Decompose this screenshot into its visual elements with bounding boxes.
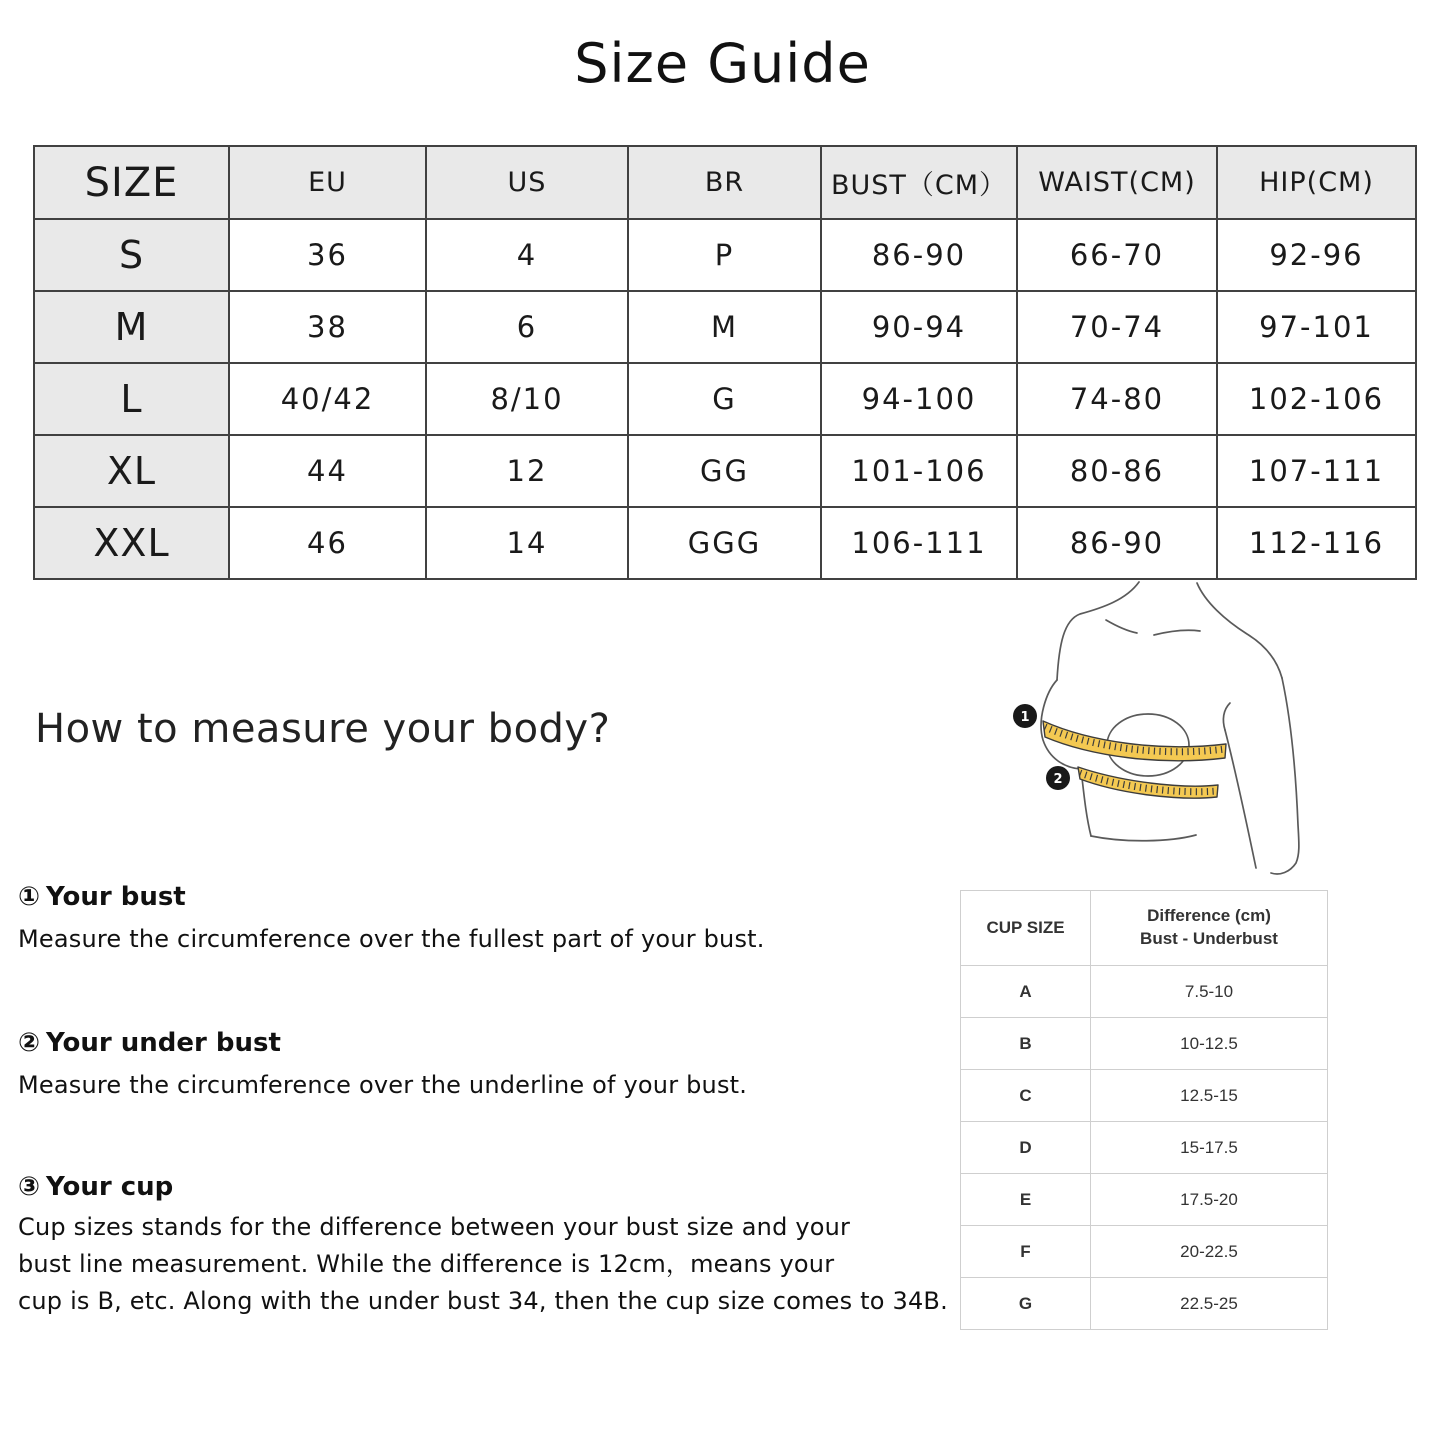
step-title (18, 1028, 958, 1058)
cup-letter: E (961, 1174, 1091, 1226)
cup-size-table (960, 890, 1328, 1330)
size-cell: 97-101 (1217, 291, 1416, 363)
cup-value: 22.5-25 (1091, 1278, 1328, 1330)
size-cell: 90-94 (821, 291, 1017, 363)
col-header-hip: HIP(CM) (1217, 146, 1416, 219)
collarbone-line (1106, 620, 1137, 633)
table-row (34, 363, 1416, 435)
cup-table-header-row (961, 891, 1328, 966)
cup-letter: B (961, 1018, 1091, 1070)
cup-letter: D (961, 1122, 1091, 1174)
size-cell: 36 (229, 219, 426, 291)
marker-2-number: 2 (1053, 772, 1063, 787)
col-header-us: US (426, 146, 628, 219)
step-description (18, 1209, 958, 1320)
measurement-illustration (950, 580, 1420, 880)
size-cell: 40/42 (229, 363, 426, 435)
col-header-br: BR (628, 146, 821, 219)
size-table-header-row (34, 146, 1416, 219)
size-cell: 74-80 (1017, 363, 1217, 435)
row-label-xxl: XXL (34, 507, 229, 579)
size-cell: 80-86 (1017, 435, 1217, 507)
size-cell: M (628, 291, 821, 363)
size-cell: 94-100 (821, 363, 1017, 435)
row-label-s: S (34, 219, 229, 291)
step-description-line: cup is B, etc. Along with the under bust 34, then the cup size comes to 34B. (18, 1287, 948, 1315)
table-row (961, 1122, 1328, 1174)
table-row (961, 1278, 1328, 1330)
size-cell: 86-90 (821, 219, 1017, 291)
size-cell: 102-106 (1217, 363, 1416, 435)
step-description: Measure the circumference over the underline of your bust. (18, 1071, 748, 1099)
step-title-text: Your bust (46, 882, 186, 912)
measuring-tape-bust (1043, 721, 1226, 761)
step-your-cup (18, 1172, 958, 1320)
size-cell: 46 (229, 507, 426, 579)
torso-outline (1057, 582, 1139, 680)
cup-header-line2: Bust - Underbust (1140, 929, 1278, 948)
cup-value: 15-17.5 (1091, 1122, 1328, 1174)
size-cell: 14 (426, 507, 628, 579)
step-your-under-bust (18, 1028, 958, 1103)
armpit-line (1223, 703, 1230, 730)
col-header-eu: EU (229, 146, 426, 219)
step-title (18, 882, 958, 912)
col-header-bust: BUST（CM） (821, 146, 1017, 219)
cup-col-header-difference (1091, 891, 1328, 966)
size-cell: 12 (426, 435, 628, 507)
size-cell: 112-116 (1217, 507, 1416, 579)
size-cell: GGG (628, 507, 821, 579)
cup-value: 12.5-15 (1091, 1070, 1328, 1122)
cup-letter: G (961, 1278, 1091, 1330)
table-row (961, 1174, 1328, 1226)
size-cell: 44 (229, 435, 426, 507)
size-cell: 92-96 (1217, 219, 1416, 291)
arm-line (1225, 730, 1256, 868)
step-description: Measure the circumference over the fullest part of your bust. (18, 925, 765, 953)
size-cell: 38 (229, 291, 426, 363)
size-cell: 106-111 (821, 507, 1017, 579)
size-cell: 70-74 (1017, 291, 1217, 363)
size-cell: GG (628, 435, 821, 507)
circled-number-2: ② (18, 1028, 41, 1058)
table-row (34, 219, 1416, 291)
table-row (961, 1018, 1328, 1070)
size-cell: 101-106 (821, 435, 1017, 507)
collarbone-line (1154, 630, 1200, 635)
size-cell: 8/10 (426, 363, 628, 435)
size-cell: 107-111 (1217, 435, 1416, 507)
marker-2 (1046, 766, 1070, 790)
step-title-text: Your under bust (46, 1028, 281, 1058)
marker-1-number: 1 (1020, 710, 1030, 725)
torso-outline (1197, 583, 1282, 678)
circled-number-1: ① (18, 882, 41, 912)
size-cell: 66-70 (1017, 219, 1217, 291)
how-to-measure-heading: How to measure your body? (35, 706, 611, 752)
size-cell: 86-90 (1017, 507, 1217, 579)
cup-value: 17.5-20 (1091, 1174, 1328, 1226)
table-row (961, 1226, 1328, 1278)
circled-number-3: ③ (18, 1172, 41, 1202)
size-cell: 4 (426, 219, 628, 291)
step-description-line: bust line measurement. While the difference is 12cm，means your (18, 1250, 835, 1278)
table-row (961, 1070, 1328, 1122)
row-label-xl: XL (34, 435, 229, 507)
arm-line (1271, 678, 1299, 874)
marker-1 (1013, 704, 1037, 728)
cup-header-line1: Difference (cm) (1147, 906, 1271, 926)
page-title: Size Guide (574, 32, 871, 95)
measuring-tape-underbust (1078, 767, 1218, 798)
table-row (34, 291, 1416, 363)
cup-col-header-size: CUP SIZE (961, 891, 1091, 966)
torso-outline (1091, 835, 1196, 841)
col-header-size: SIZE (34, 146, 229, 219)
table-row (34, 507, 1416, 579)
size-table (33, 145, 1417, 580)
step-description-line: Cup sizes stands for the difference between your bust size and your (18, 1213, 851, 1241)
col-header-waist: WAIST(CM) (1017, 146, 1217, 219)
table-row (961, 966, 1328, 1018)
table-row (34, 435, 1416, 507)
cup-value: 10-12.5 (1091, 1018, 1328, 1070)
cup-letter: C (961, 1070, 1091, 1122)
size-cell: G (628, 363, 821, 435)
size-cell: 6 (426, 291, 628, 363)
cup-value: 7.5-10 (1091, 966, 1328, 1018)
row-label-m: M (34, 291, 229, 363)
row-label-l: L (34, 363, 229, 435)
step-title-text: Your cup (46, 1172, 174, 1202)
size-cell: P (628, 219, 821, 291)
cup-letter: F (961, 1226, 1091, 1278)
torso-measure-diagram (950, 580, 1420, 880)
step-title (18, 1172, 958, 1202)
cup-letter: A (961, 966, 1091, 1018)
cup-value: 20-22.5 (1091, 1226, 1328, 1278)
step-your-bust (18, 882, 958, 957)
